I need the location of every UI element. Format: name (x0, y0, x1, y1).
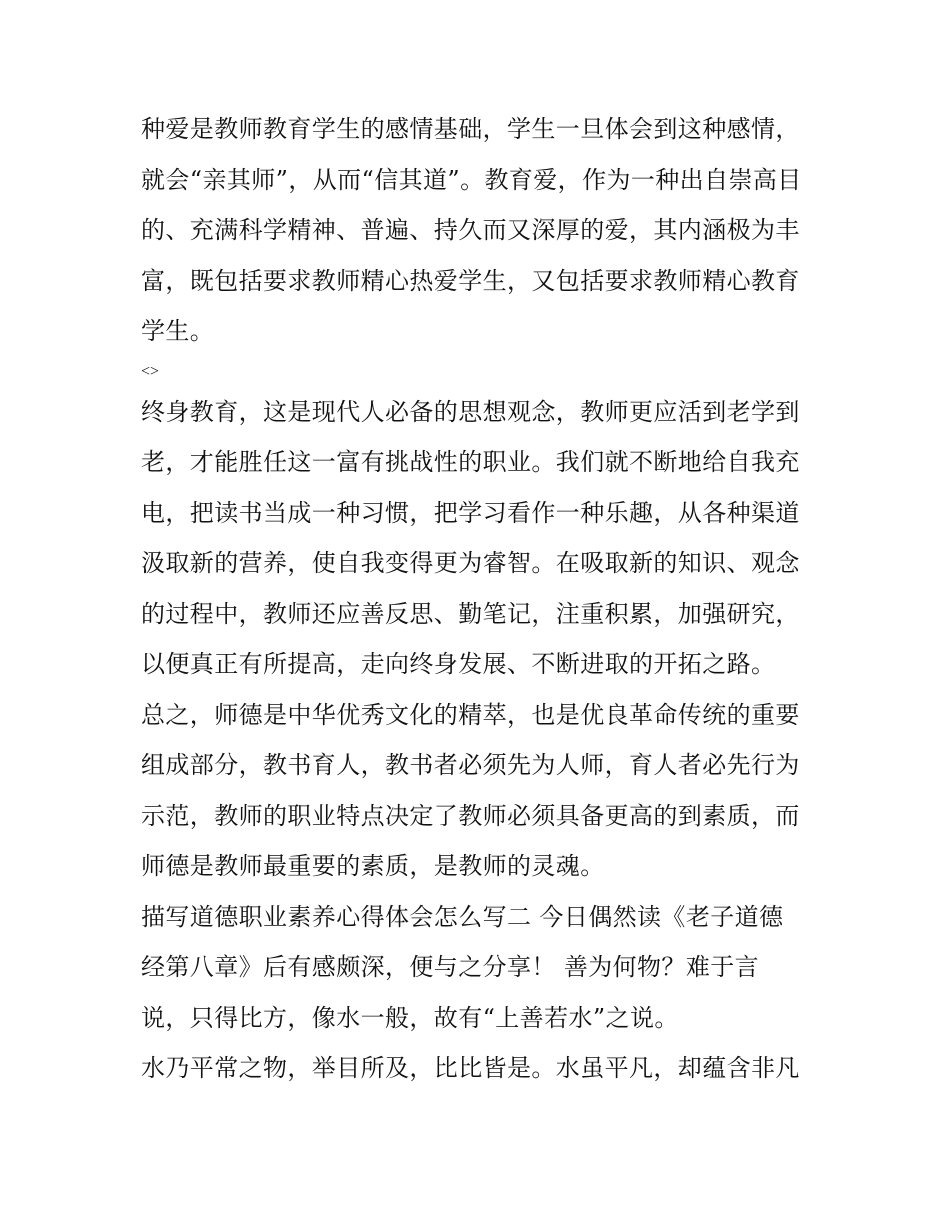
text-line: 终身教育，这是现代人必备的思想观念，教师更应活到老学到 (141, 397, 800, 426)
text-line: 种爱是教师教育学生的感情基础，学生一旦体会到这种感情， (141, 115, 800, 143)
text-line: 水乃平常之物，举目所及，比比皆是。水虽平凡，却蕴含非凡 (141, 1054, 800, 1082)
text-line: 学生。 (141, 317, 215, 345)
text-line: 经第八章》后有感颇深，便与之分享！ 善为何物？难于言 (141, 953, 760, 981)
text-line: 的、充满科学精神、普遍、持久而又深厚的爱，其内涵极为丰 (141, 216, 800, 244)
body-text (141, 104, 821, 1094)
text-line: 描写道德职业素养心得体会怎么写二 今日偶然读《老子道德 (141, 902, 784, 931)
text-line: 老，才能胜任这一富有挑战性的职业。我们就不断地给自我充 (141, 448, 800, 476)
text-line: 富，既包括要求教师精心热爱学生，又包括要求教师精心教育 (141, 266, 800, 295)
text-line: 总之，师德是中华优秀文化的精萃，也是优良革命传统的重要 (141, 700, 800, 729)
text-line: 说，只得比方，像水一般，故有“上善若水”之说。 (141, 1003, 679, 1032)
text-line: 的过程中，教师还应善反思、勤笔记，注重积累，加强研究， (141, 599, 800, 628)
text-line: 以便真正有所提高，走向终身发展、不断进取的开拓之路。 (141, 650, 776, 678)
section-marker: <> (141, 362, 160, 380)
text-line: 就会“亲其师”，从而“信其道”。教育爱，作为一种出自崇高目 (141, 165, 802, 194)
text-line: 师德是教师最重要的素质，是教师的灵魂。 (141, 852, 605, 880)
text-line: 示范，教师的职业特点决定了教师必须具备更高的到素质，而 (141, 801, 800, 830)
text-line: 组成部分，教书育人，教书者必须先为人师，育人者必先行为 (141, 751, 800, 779)
text-line: 电，把读书当成一种习惯，把学习看作一种乐趣，从各种渠道 (141, 498, 800, 527)
text-line: 汲取新的营养，使自我变得更为睿智。在吸取新的知识、观念 (141, 549, 800, 577)
